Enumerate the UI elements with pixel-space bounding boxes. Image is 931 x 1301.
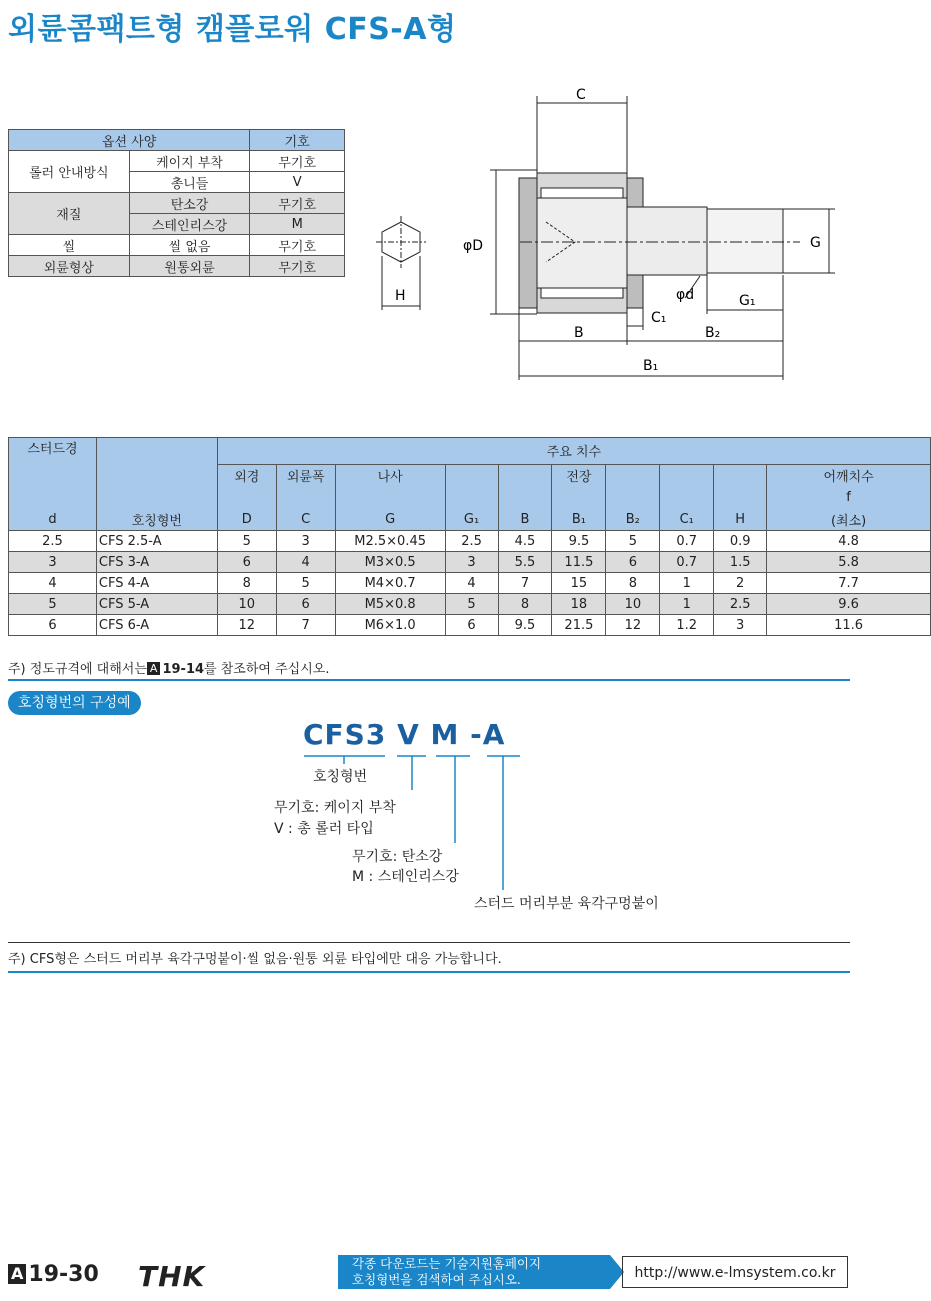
- table-cell: CFS 3-A: [96, 552, 217, 573]
- table-cell: 0.7: [660, 552, 714, 573]
- header-blank: [660, 486, 714, 508]
- col-min: (최소): [767, 508, 931, 531]
- option-code: M: [250, 214, 345, 235]
- option-code: 무기호: [250, 193, 345, 214]
- label-G: G: [810, 235, 821, 251]
- option-code: 무기호: [250, 151, 345, 172]
- download-banner: [338, 1255, 610, 1289]
- table-cell: 5: [445, 594, 498, 615]
- table-cell: 2.5: [9, 531, 97, 552]
- table-cell: 1.2: [660, 615, 714, 636]
- table-cell: 5: [276, 573, 335, 594]
- header-blank: [335, 486, 445, 508]
- table-cell: CFS 2.5-A: [96, 531, 217, 552]
- note-prefix: 주) 정도규격에 대해서는: [8, 662, 147, 677]
- table-cell: 11.6: [767, 615, 931, 636]
- table-cell: 4.5: [498, 531, 552, 552]
- table-cell: 3: [714, 615, 767, 636]
- col-B1: B₁: [552, 508, 606, 531]
- table-row: [9, 615, 931, 636]
- label-G1: G₁: [739, 293, 756, 309]
- table-cell: 3: [445, 552, 498, 573]
- label-B2: B₂: [705, 325, 721, 341]
- label-material-2: M : 스테인리스강: [352, 869, 459, 885]
- table-cell: 1: [660, 573, 714, 594]
- table-cell: 2: [714, 573, 767, 594]
- download-line-1: 각종 다운로드는 기술지원홈페이지: [352, 1256, 542, 1271]
- cam-follower-drawing: [370, 80, 821, 380]
- table-cell: 9.5: [498, 615, 552, 636]
- col-H: H: [714, 508, 767, 531]
- table-cell: 4: [445, 573, 498, 594]
- header-blank: [714, 486, 767, 508]
- table-cell: 7.7: [767, 573, 931, 594]
- table-cell: M2.5×0.45: [335, 531, 445, 552]
- label-model: 호칭형번: [313, 769, 368, 785]
- table-cell: 9.5: [552, 531, 606, 552]
- header-blank: [445, 486, 498, 508]
- table-cell: 4: [276, 552, 335, 573]
- col-D: D: [217, 508, 276, 531]
- header-blank: [498, 464, 552, 486]
- label-cage-1: 무기호: 케이지 부착: [274, 800, 396, 816]
- header-shoulder: 어깨치수: [767, 464, 931, 486]
- header-blank: [498, 486, 552, 508]
- header-blank: [96, 464, 217, 486]
- table-cell: 15: [552, 573, 606, 594]
- dimension-rows: [9, 531, 931, 636]
- option-spec: 총니들: [129, 172, 250, 193]
- option-header-spec: 옵션 사양: [9, 130, 250, 151]
- accuracy-note: [8, 658, 329, 677]
- label-hex-socket: 스터드 머리부분 육각구멍붙이: [474, 896, 659, 912]
- page-number-text: 19-30: [28, 1262, 99, 1287]
- page-title: 외륜콤팩트형 캠플로워 CFS-A형: [8, 12, 457, 47]
- header-f: f: [767, 486, 931, 508]
- table-cell: M4×0.7: [335, 573, 445, 594]
- col-C: C: [276, 508, 335, 531]
- label-d: φd: [676, 287, 695, 303]
- option-spec: 케이지 부착: [129, 151, 250, 172]
- header-blank: [9, 486, 97, 508]
- header-width: 외륜폭: [276, 464, 335, 486]
- stud: [627, 207, 707, 275]
- section-badge: A: [8, 1264, 26, 1284]
- table-cell: 8: [217, 573, 276, 594]
- header-blank: [714, 464, 767, 486]
- option-table: [8, 129, 345, 277]
- table-cell: 5: [606, 531, 660, 552]
- table-row: [9, 552, 931, 573]
- header-blank: [552, 486, 606, 508]
- dimension-table: [8, 437, 931, 636]
- header-blank: [217, 486, 276, 508]
- table-cell: 7: [276, 615, 335, 636]
- table-row: [9, 531, 931, 552]
- option-group: 롤러 안내방식: [9, 151, 130, 193]
- table-cell: 21.5: [552, 615, 606, 636]
- table-cell: 6: [276, 594, 335, 615]
- label-B: B: [574, 325, 584, 341]
- table-cell: 5: [9, 594, 97, 615]
- table-cell: 9.6: [767, 594, 931, 615]
- header-total: 전장: [552, 464, 606, 486]
- table-cell: 4: [9, 573, 97, 594]
- table-cell: 7: [498, 573, 552, 594]
- table-cell: M6×1.0: [335, 615, 445, 636]
- option-spec: 씰 없음: [129, 235, 250, 256]
- table-row: [9, 573, 931, 594]
- website-link[interactable]: http://www.e-lmsystem.co.kr: [622, 1256, 848, 1288]
- col-d: d: [9, 508, 97, 531]
- note-ref: 19-14: [162, 662, 205, 677]
- header-blank: [9, 464, 97, 486]
- table-cell: 8: [606, 573, 660, 594]
- table-cell: 18: [552, 594, 606, 615]
- table-cell: M5×0.8: [335, 594, 445, 615]
- section-badge: A: [147, 662, 161, 675]
- model-code: CFS3 V M -A: [303, 718, 506, 751]
- label-B1: B₁: [643, 358, 659, 374]
- option-code: 무기호: [250, 235, 345, 256]
- header-blank: [445, 464, 498, 486]
- table-cell: 1.5: [714, 552, 767, 573]
- header-blank: [660, 464, 714, 486]
- col-B: B: [498, 508, 552, 531]
- option-code: 무기호: [250, 256, 345, 277]
- page-number: [8, 1262, 99, 1287]
- table-cell: 6: [217, 552, 276, 573]
- col-G1: G₁: [445, 508, 498, 531]
- table-cell: 5: [217, 531, 276, 552]
- table-cell: 12: [606, 615, 660, 636]
- col-G: G: [335, 508, 445, 531]
- header-blank: [276, 486, 335, 508]
- label-C1: C₁: [651, 310, 667, 326]
- table-cell: 6: [606, 552, 660, 573]
- table-cell: M3×0.5: [335, 552, 445, 573]
- option-spec: 원통외륜: [129, 256, 250, 277]
- option-code: V: [250, 172, 345, 193]
- table-cell: 11.5: [552, 552, 606, 573]
- table-cell: 3: [9, 552, 97, 573]
- header-stud: 스터드경: [9, 438, 97, 465]
- table-cell: CFS 4-A: [96, 573, 217, 594]
- table-cell: 0.9: [714, 531, 767, 552]
- option-group: 재질: [9, 193, 130, 235]
- header-blank: [606, 464, 660, 486]
- table-cell: 0.7: [660, 531, 714, 552]
- table-cell: 2.5: [445, 531, 498, 552]
- table-cell: 10: [217, 594, 276, 615]
- table-cell: 8: [498, 594, 552, 615]
- label-D: φD: [463, 238, 484, 254]
- header-thread: 나사: [335, 464, 445, 486]
- table-cell: 12: [217, 615, 276, 636]
- note-suffix: 를 참조하여 주십시오.: [204, 662, 330, 677]
- header-blank: [606, 486, 660, 508]
- table-cell: 5.8: [767, 552, 931, 573]
- table-cell: 6: [445, 615, 498, 636]
- header-od: 외경: [217, 464, 276, 486]
- table-cell: 3: [276, 531, 335, 552]
- brand-logo: THK: [138, 1260, 206, 1293]
- label-cage-2: V : 총 롤러 타입: [274, 821, 374, 837]
- divider: [8, 942, 850, 943]
- table-cell: 1: [660, 594, 714, 615]
- header-blank: [96, 486, 217, 508]
- composition-pill: 호칭형번의 구성예: [8, 691, 141, 715]
- col-model: 호칭형번: [96, 508, 217, 531]
- option-spec: 스테인리스강: [129, 214, 250, 235]
- table-cell: 5.5: [498, 552, 552, 573]
- header-blank: [96, 438, 217, 465]
- col-C1: C₁: [660, 508, 714, 531]
- table-cell: 2.5: [714, 594, 767, 615]
- table-cell: 6: [9, 615, 97, 636]
- table-cell: CFS 5-A: [96, 594, 217, 615]
- col-B2: B₂: [606, 508, 660, 531]
- download-line-2: 호칭형번을 검색하여 주십시오.: [352, 1272, 521, 1287]
- option-spec: 탄소강: [129, 193, 250, 214]
- header-main: 주요 치수: [217, 438, 930, 465]
- divider: [8, 679, 850, 681]
- divider: [8, 971, 850, 973]
- table-cell: CFS 6-A: [96, 615, 217, 636]
- table-cell: 4.8: [767, 531, 931, 552]
- label-C: C: [576, 87, 586, 103]
- option-group: 외륜형상: [9, 256, 130, 277]
- label-material-1: 무기호: 탄소강: [352, 849, 443, 865]
- table-row: [9, 594, 931, 615]
- option-header-code: 기호: [250, 130, 345, 151]
- cfs-note: 주) CFS형은 스터드 머리부 육각구멍붙이·씰 없음·원통 외륜 타입에만 대응 가능합니다.: [8, 952, 502, 967]
- label-H: H: [395, 288, 406, 304]
- table-cell: 10: [606, 594, 660, 615]
- option-group: 씰: [9, 235, 130, 256]
